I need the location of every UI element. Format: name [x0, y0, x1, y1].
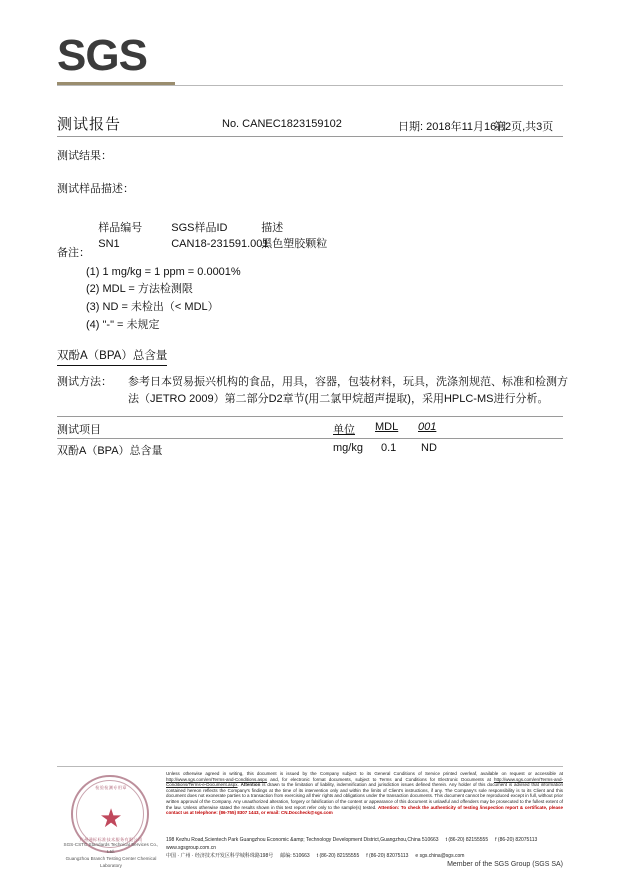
result-table-top-rule — [57, 416, 563, 417]
stamp-caption-line: SGS-CSTC Standards Technical Services Co., Ltd. — [63, 842, 159, 854]
note-item: (1) 1 mg/kg = 1 ppm = 0.0001% — [86, 266, 241, 278]
result-cell-item: 双酚A（BPA）总含量 — [57, 445, 163, 457]
sgs-group-member-note: Member of the SGS Group (SGS SA) — [447, 861, 563, 868]
results-label: 测试结果： — [57, 150, 112, 162]
footer-divider — [57, 766, 563, 767]
result-cell-value: ND — [421, 442, 437, 454]
sample-col-desc: 描述 — [261, 222, 284, 234]
report-date: 日期: 2018年11月16日 — [398, 121, 508, 133]
address-cn-zip: 邮编: 510663 — [280, 853, 310, 859]
address-cn-fax: f (86-20) 82075113 — [366, 853, 409, 859]
stamp-caption-line: Guangzhou Branch Testing Center Chemical Laboratory — [65, 856, 157, 868]
footer-address — [166, 836, 563, 860]
legal-verify-text: Attention: To check the authenticity of testing /inspection report & certificate, please contact us at telephone: (86-755) 8307 1443, or email: CN.Doccheck@sgs.com — [166, 804, 563, 816]
result-col-unit: 单位 — [333, 424, 355, 436]
sample-cell-desc: 黑色塑胶颗粒 — [261, 238, 328, 250]
result-cell-mdl: 0.1 — [381, 442, 397, 454]
method-line: 法（JETRO 2009）第二部分D2章节(用二氯甲烷超声提取)，采用HPLC-MS进行分析。 — [128, 393, 549, 405]
page-title: 测试报告 — [57, 116, 122, 133]
section-title-bpa: 双酚A（BPA）总含量 — [57, 347, 167, 366]
address-en: 198 Kezhu Road,Scientech Park Guangzhou Economic &amp; Technology Development District,Guangzhou,China 510663 — [166, 837, 439, 843]
method-label: 测试方法： — [57, 376, 112, 388]
result-col-mdl: MDL — [375, 421, 399, 433]
legal-body-text: Unless otherwise agreed in writing, this document is issued by the Company subject to its General Conditions of Service printed overleaf, available on request or accessible at http://www.sgs.com/en/Terms-and-Conditions.aspx and, for electronic format documents, subject to Terms and Conditions for Electronic Documents at http://www.sgs.com/en/Terms-and-Conditions/Terms-e-Document.aspx. Attention is drawn to the limitation of liability, indemnification and jurisdiction issues defined therein. Any holder of this document is advised that information contained hereon reflects the Company's findings at the time of its intervention only and within the limits of Client's instructions, if any. The Company's sole responsibility is to its Client and this document does not exonerate parties to a transaction from exercising all their rights and obligations under the transaction documents. This document cannot be reproduced except in full, without prior written approval of the Company. Any unauthorized alteration, forgery or falsification of the content or appearance of this document is unlawful and offenders may be prosecuted to the fullest extent of the law. Unless otherwise stated the results shown in this test report refer only to the sample(s) tested. — [166, 771, 563, 810]
sample-table-row — [86, 219, 327, 270]
remark-label: 备注： — [57, 247, 90, 259]
result-table-mid-rule — [57, 438, 563, 439]
legal-disclaimer — [166, 771, 563, 816]
stamp-arc-bottom-text: 广州通标标准技术服务有限公司 — [79, 837, 143, 842]
result-cell-unit: mg/kg — [333, 442, 363, 454]
header-divider — [57, 85, 563, 86]
address-cn-tel: t (86-20) 82155555 — [316, 853, 360, 859]
stamp-caption — [63, 841, 159, 869]
sgs-logo — [57, 31, 175, 80]
address-en-web: www.sgsgroup.com.cn — [166, 845, 217, 851]
result-col-sample: 001 — [418, 421, 437, 433]
sample-cell-id: CAN18-231591.001 — [171, 238, 269, 250]
method-line: 参考日本贸易振兴机构的食品，用具，容器，包装材料，玩具，洗涤剂规范、标准和检测方 — [128, 376, 568, 388]
report-number: No. CANEC1823159102 — [222, 118, 342, 130]
sample-col-no: 样品编号 — [98, 222, 143, 234]
sample-cell-no: SN1 — [98, 238, 120, 250]
sample-col-id: SGS样品ID — [171, 222, 228, 234]
address-en-tel: t (86-20) 82155555 — [445, 837, 489, 843]
note-item: (3) ND = 未检出（< MDL） — [86, 301, 219, 313]
sample-description-label: 测试样品描述： — [57, 183, 134, 195]
address-cn: 中国 · 广州 · 经济技术开发区科学城科珠路198号 — [166, 853, 274, 859]
address-cn-mail: e sgs.china@sgs.com — [415, 853, 465, 859]
note-item: (4) "-" = 未规定 — [86, 319, 160, 331]
stamp-arc-top-text: 检验检测专用章 — [95, 785, 127, 790]
address-en-fax: f (86-20) 82075113 — [495, 837, 538, 843]
star-icon: ★ — [99, 803, 123, 833]
company-stamp — [63, 775, 159, 868]
page-number: 第2页,共3页 — [494, 121, 554, 133]
sgs-logo-text: SGS — [57, 31, 147, 80]
title-divider — [57, 136, 563, 137]
note-item: (2) MDL = 方法检测限 — [86, 283, 193, 295]
result-col-item: 测试项目 — [57, 424, 101, 436]
